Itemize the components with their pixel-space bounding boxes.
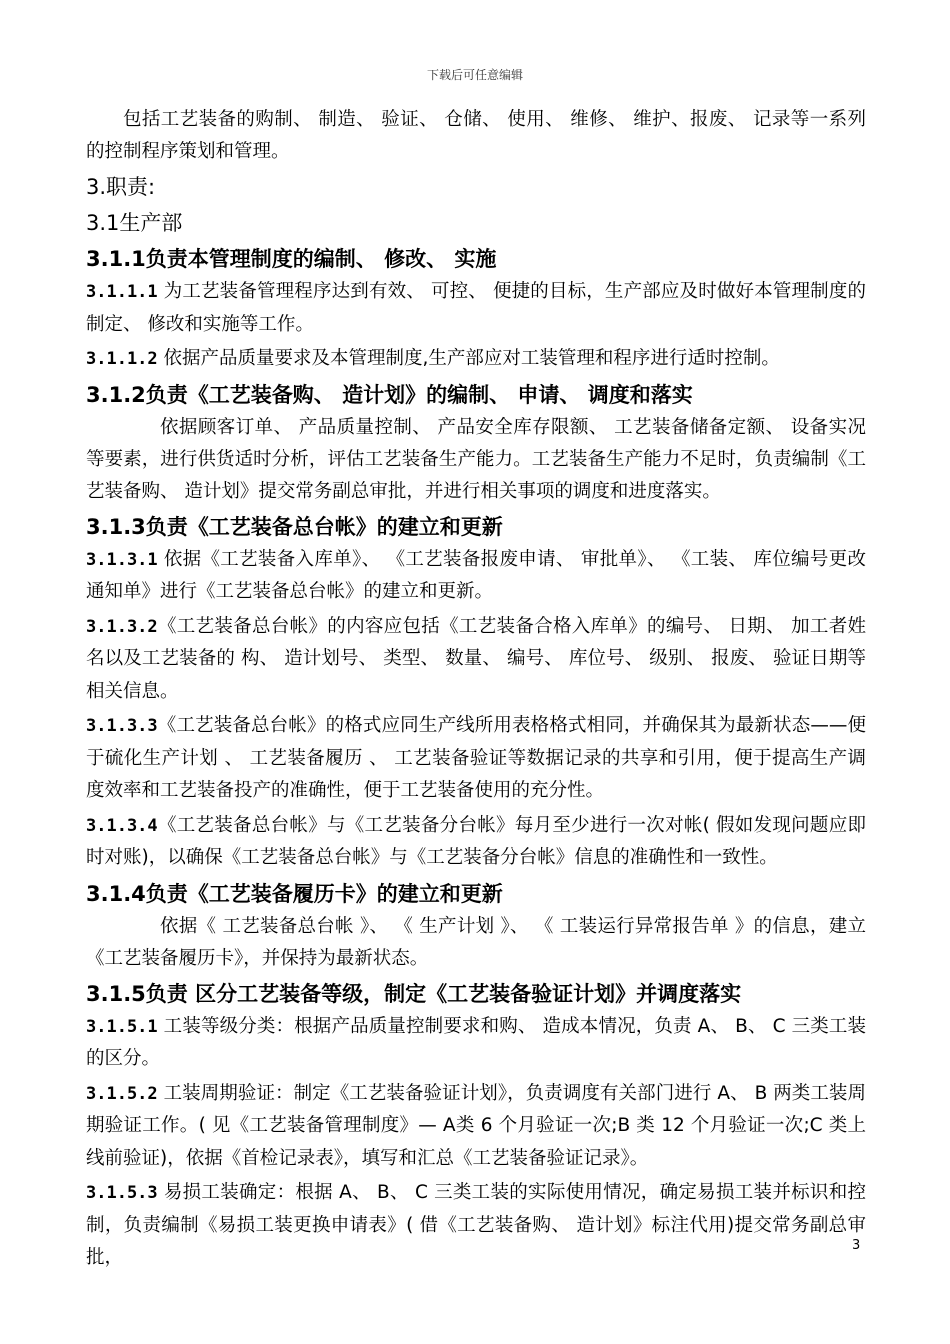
clause-3-1-3-1 xyxy=(86,544,866,609)
clause-text: 易损工装确定：根据 A、 B、 C 三类工装的实际使用情况，确定易损工装并标识和控制，负责编制《易损工装更换申请表》( 借《工艺装备购、 造计划》标注代用)提交常务副总审批， xyxy=(86,1182,866,1268)
section-3-1-2-body: 依据顾客订单、 产品质量控制、 产品安全库存限额、 工艺装备储备定额、 设备实况等要素，进行供货适时分析，评估工艺装备生产能力。工艺装备生产能力不足时，负责编制《工艺装备购、 造计划》提交常务副总审批，并进行相关事项的调度和进度落实。 xyxy=(86,416,866,502)
document-body xyxy=(86,104,866,1277)
clause-number: 3.1.1.1 xyxy=(86,282,158,302)
clause-number: 3.1.5.3 xyxy=(86,1183,158,1203)
clause-number: 3.1.3.4 xyxy=(86,815,158,836)
page-header-note: 下载后可任意编辑 xyxy=(426,68,523,82)
clause-text: 工装周期验证：制定《工艺装备验证计划》，负责调度有关部门进行 A、 B 两类工装周期验证工作。( 见《工艺装备管理制度》— A类 6 个月验证一次;B 类 12 个月验证一次;C 类上线前验证)，依据《首检记录表》，填写和汇总《工艺装备验证记录》。 xyxy=(86,1082,866,1169)
section-3-1-4-body: 依据《 工艺装备总台帐 》、 《 生产计划 》、 《 工装运行异常报告单 》的信息，建立《工艺装备履历卡》，并保持为最新状态。 xyxy=(86,915,866,969)
clause-3-1-5-3 xyxy=(86,1177,866,1275)
clause-number: 3.1.3.3 xyxy=(86,716,158,736)
section-3-1-heading: 3.1生产部 xyxy=(86,211,183,235)
section-3-heading: 3.职责: xyxy=(86,175,156,199)
section-3-1-5-heading: 3.1.5负责 区分工艺装备等级，制定《工艺装备验证计划》并调度落实 xyxy=(86,981,742,1006)
clause-number: 3.1.5.2 xyxy=(86,1083,158,1104)
clause-3-1-1-1 xyxy=(86,276,866,341)
page-number: 3 xyxy=(852,1238,861,1253)
clause-text: 工装等级分类：根据产品质量控制要求和购、 造成本情况，负责 A、 B、 C 三类工装的区分。 xyxy=(86,1015,866,1069)
clause-text: 《工艺装备总台帐》的内容应包括《工艺装备合格入库单》的编号、 日期、 加工者姓名以及工艺装备的 构、 造计划号、 类型、 数量、 编号、 库位号、 级别、 报废、 验证日期等相关信息。 xyxy=(86,615,866,702)
section-3-1-1-heading: 3.1.1负责本管理制度的编制、 修改、 实施 xyxy=(86,247,497,271)
clause-3-1-1-2 xyxy=(86,343,866,376)
clause-text: 依据《工艺装备入库单》、 《工艺装备报废申请、 审批单》、 《工装、 库位编号更改通知单》进行《工艺装备总台帐》的建立和更新。 xyxy=(86,548,866,602)
clause-number: 3.1.1.2 xyxy=(86,349,158,369)
clause-number: 3.1.3.2 xyxy=(86,616,158,637)
clause-3-1-5-2 xyxy=(86,1078,866,1176)
intro-paragraph: 包括工艺装备的购制、 制造、 验证、 仓储、 使用、 维修、 维护、报废、 记录等一系列的控制程序策划和管理。 xyxy=(86,109,866,162)
clause-3-1-3-3 xyxy=(86,710,866,808)
clause-text: 为工艺装备管理程序达到有效、 可控、 便捷的目标，生产部应及时做好本管理制度的制定、 修改和实施等工作。 xyxy=(86,281,866,335)
section-3-1-2-heading: 3.1.2负责《工艺装备购、 造计划》的编制、 申请、 调度和落实 xyxy=(86,382,693,407)
clause-text: 依据产品质量要求及本管理制度,生产部应对工装管理和程序进行适时控制。 xyxy=(157,348,780,369)
clause-text: 《工艺装备总台帐》的格式应同生产线所用表格格式相同，并确保其为最新状态——便于硫化生产计划 、 工艺装备履历 、 工艺装备验证等数据记录的共享和引用，便于提高生产调度效率和工艺装备投产的准确性，便于工艺装备使用的充分性。 xyxy=(86,715,866,801)
section-3-1-4-heading: 3.1.4负责《工艺装备履历卡》的建立和更新 xyxy=(86,881,503,906)
clause-3-1-5-1 xyxy=(86,1011,866,1076)
clause-text: 《工艺装备总台帐》与《工艺装备分台帐》每月至少进行一次对帐( 假如发现问题应即时对账)，以确保《工艺装备总台帐》与《工艺装备分台帐》信息的准确性和一致性。 xyxy=(86,814,866,868)
section-3-1-3-heading: 3.1.3负责《工艺装备总台帐》的建立和更新 xyxy=(86,514,503,539)
clause-number: 3.1.3.1 xyxy=(86,549,158,570)
clause-3-1-3-4 xyxy=(86,810,866,875)
clause-number: 3.1.5.1 xyxy=(86,1016,158,1037)
clause-3-1-3-2 xyxy=(86,611,866,709)
